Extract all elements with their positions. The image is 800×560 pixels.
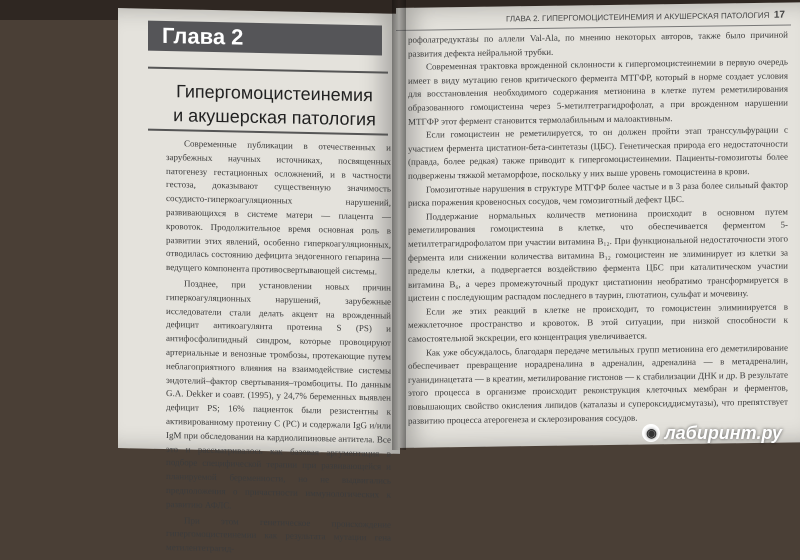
paragraph: Позднее, при установлении новых причин гиперкоагуляционных нарушений, зарубежные исследователи стали делать акцент на врожденный дефицит антикоагулянта протеина S (PS) и антифосфолипидный синдром, которые провоцируют артериальные и венозные тромбозы, протекающие путем неблагоприятного влияния на взаимодействие системы эндотелий–фактор свертывания–тромбоциты. По данным G.A. Dekker и соавт. (1995), у 24,7% беременных выявлен дефицит PS; 16% пациенток были резистентны к активированному протеину C (PC) и содержали IgG и/или IgM при обследовании на кардиолипиновые антитела. Все это и рассматривалось как базовая аргументация в подборе специфической терапии при развивающейся и планируемой беременности, но не выдвигались предположения о причастности иммунологических к развитию АФЛС.	[166, 278, 391, 511]
paragraph: Если гомоцистеин не реметилируется, то он должен пройти этап транссульфурации с участием фермента цистатион-бета-синтетазы (ЦБС). Генетическая природа его недостаточности (правда, более редкая) также приводит к гипергомоцистеинемии. Пациенты-гомозиготы более подвержены тяжкой метаморфозе, поскольку у них выше уровень гомоцистеина в крови.	[408, 124, 788, 181]
paragraph: Как уже обсуждалось, благодаря передаче метильных групп метионина его деметилирование обеспечивает превращение норадреналина в адреналин, адреналина — в метадреналин, гуанидинацетата — в креатин, метилирование гистонов — к стабилизации ДНК и др. В результате этого процесса в организме происходит реконструкция клеточных мембран и ферментов, повышающих свойство окисления липидов (каталазы и супероксиддисмутазы), что препятствует развитию процесса атерогенеза и склерозирования сосудов.	[408, 342, 788, 426]
chapter-title	[162, 79, 387, 132]
labyrinth-logo-icon: ◉	[642, 424, 660, 442]
paragraph: Гомозиготные нарушения в структуре МТГФР более частые и в 3 раза более сильный фактор риска поражения кровеносных сосудов, чем гомозиготный дефект ЦБС.	[408, 179, 788, 208]
paragraph: рофолатредуктазы по аллели Val-Ala, по мнению некоторых авторов, также было причиной развития дефекта нейральной трубки.	[408, 29, 788, 59]
running-head	[396, 6, 791, 31]
title-rule-top	[148, 67, 388, 74]
right-page	[396, 2, 800, 448]
paragraph: При этом генетическое происхождение гипергомоцистеинемии как результата мутации гена метилентетрагид-	[166, 514, 391, 554]
page-number: 17	[773, 9, 785, 21]
chapter-title-line2: и акушерская патология	[173, 105, 376, 130]
right-body-text	[408, 29, 788, 429]
chapter-title-line1: Гипергомоцистеинемия	[176, 81, 373, 106]
paragraph: Поддержание нормальных количеств метионина происходит в основном путем реметилирования гомоцистеина в клетке, что обеспечивается ферментом 5-метилтетрагидрофолатом при участии витамина B₁₂. При функциональной недостаточности этого фермента или снижении количества витамина B₁₂ гомоцистеин не элиминирует из клетки за пределы клетки, а подвергается воздействию фермента ЦБС при каталитическом участии витамина B₆, а через промежуточный продукт цистатионин необратимо трансформируется в цистеин с последующим распадом последнего в таурин, глютатион, сульфат и мочевину.	[408, 206, 788, 304]
watermark-text: лабиринт.ру	[664, 423, 782, 443]
left-page	[118, 8, 400, 554]
paragraph: Если же этих реакций в клетке не происходит, то гомоцистеин элиминируется в межклеточное пространство и кровоток. В этой ситуации, при низкой способности к самостоятельной экскреции, его концентрация увеличивается.	[408, 301, 788, 344]
paragraph: Современные публикации в отечественных и зарубежных научных источниках, посвященных патогенезу гестационных осложнений, и в частности гестоза, доказывают существенную значимость сосудисто-гиперкоагуляционных нарушений, развивающихся в системе матери — плацента — кровоток. Продолжительное время основная роль в развитии этих явлений, особенно гиперкоагуляционных, отводилась состоянию дефицита эндогенного гепарина — ведущего компонента противосвертывающей системы.	[166, 138, 391, 277]
chapter-label: Глава 2	[148, 21, 382, 56]
paragraph: Современная трактовка врожденной склонности к гипергомоцистеинемии в первую очередь имеет в виду мутацию генов критического фермента МТГФР, который в норме создает условия для восстановления необходимого содержания метионина в клетке путем реметилирования образованного гомоцистеина через 5-метилтетрагидрофолат, а при врожденном нарушении МТГФР этот фермент становится термолабильным и малоактивным.	[408, 56, 788, 127]
left-body-text	[166, 137, 391, 560]
running-head-text: ГЛАВА 2. ГИПЕРГОМОЦИСТЕИНЕМИЯ И АКУШЕРСКАЯ ПАТОЛОГИЯ	[506, 10, 770, 24]
book-gutter	[392, 0, 406, 450]
watermark	[642, 423, 782, 444]
